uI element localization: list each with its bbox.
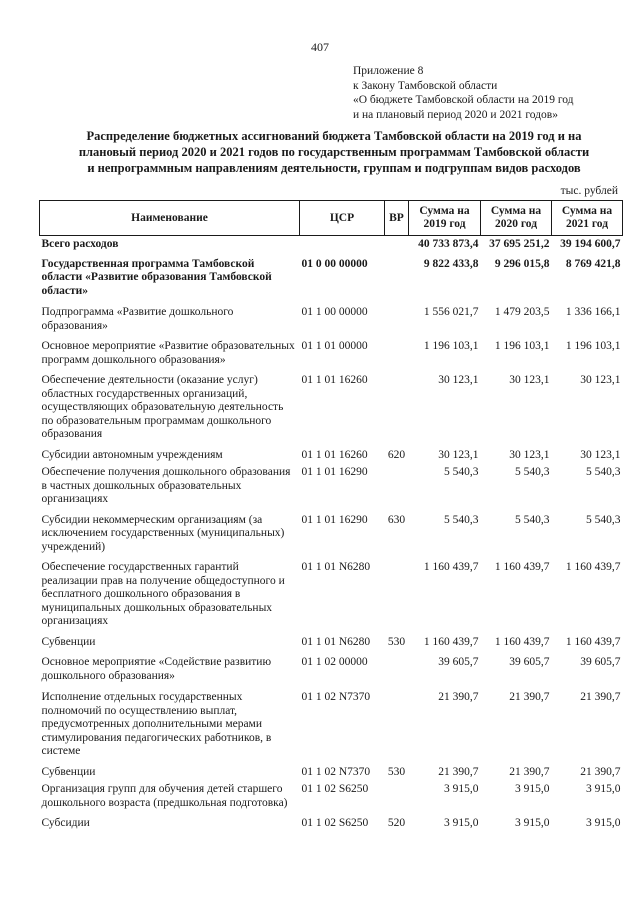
vr-cell: [385, 689, 409, 764]
table-row: [40, 559, 623, 634]
sum-2020-cell: 1 160 439,7: [494, 635, 550, 648]
sum-2021-cell: 1 160 439,7: [565, 635, 621, 648]
header-csr: ЦСР: [300, 201, 385, 236]
csr-cell: 01 1 00 00000: [301, 306, 368, 318]
sum-2019-cell: 5 540,3: [444, 466, 479, 478]
sum-2021-cell: 39 605,7: [580, 656, 621, 668]
table-row: [40, 815, 623, 834]
sum-2020-cell: 1 479 203,5: [494, 306, 550, 318]
vr-cell: [385, 304, 409, 338]
sum-2020-cell: 1 160 439,7: [494, 561, 550, 573]
header-sum-2021: [552, 201, 623, 236]
csr-cell: 01 1 02 N7370: [301, 765, 371, 778]
name-cell: Государственная программа Тамбовской области «Развитие образования Тамбовской области»: [41, 257, 272, 297]
csr-cell: 01 1 01 N6280: [301, 635, 371, 648]
sum-2020-cell: 5 540,3: [515, 466, 550, 478]
header-sum-2019: [409, 201, 481, 236]
page-number: 407: [311, 40, 329, 54]
vr-cell: 620: [387, 448, 406, 461]
vr-cell: [385, 464, 409, 512]
sum-2021-cell: 5 540,3: [586, 466, 621, 478]
sum-2019-cell: 5 540,3: [444, 513, 479, 526]
name-cell: Субвенции: [41, 635, 96, 648]
sum-2021-cell: 30 123,1: [580, 448, 621, 461]
name-cell: Субвенции: [41, 765, 96, 778]
header-vr: ВР: [385, 201, 409, 236]
vr-cell: 530: [387, 635, 406, 648]
title-line: и непрограммным направлениям деятельности, группам и подгруппам видов расходов: [87, 161, 581, 175]
header-sum-2020-line2: 2020 год: [494, 218, 538, 230]
name-cell: Основное мероприятие «Развитие образовательных программ дошкольного образования»: [41, 340, 295, 366]
header-sum-2020-line1: Сумма на: [490, 205, 542, 217]
table-header-row: [40, 201, 623, 236]
vr-cell: 530: [387, 765, 406, 778]
table-row: [40, 304, 623, 338]
csr-cell: 01 1 01 00000: [301, 340, 368, 352]
name-cell: Обеспечение получения дошкольного образования в частных дошкольных образовательных организациях: [41, 466, 291, 505]
sum-2019-cell: 21 390,7: [438, 765, 479, 778]
sum-2020-cell: 5 540,3: [515, 513, 550, 526]
name-cell: Обеспечение деятельности (оказание услуг) областных государственных организаций, осуществляющих образовательную деятельность по образовательным программам дошкольного образования: [41, 374, 284, 440]
sum-2019-cell: 3 915,0: [444, 783, 479, 795]
table-row: [40, 447, 623, 465]
header-sum-2019-line2: 2019 год: [423, 218, 466, 230]
csr-cell: [300, 236, 385, 256]
csr-cell: 01 1 02 N7370: [301, 691, 371, 703]
sum-2021-cell: 30 123,1: [580, 374, 621, 386]
table-row: [40, 781, 623, 815]
csr-cell: 01 1 01 16260: [301, 374, 368, 386]
vr-cell: [385, 372, 409, 447]
sum-2020-cell: 3 915,0: [515, 817, 550, 829]
appendix-line: «О бюджете Тамбовской области на 2019 год: [353, 94, 574, 106]
table-row: [40, 764, 623, 782]
table-row: [40, 372, 623, 447]
name-cell: Субсидии некоммерческим организациям (за исключением государственных (муниципальных) учреждений): [41, 513, 285, 553]
csr-cell: 01 1 02 S6250: [301, 817, 369, 829]
vr-cell: [385, 654, 409, 689]
name-cell: Субсидии автономным учреждениям: [41, 448, 223, 461]
vr-cell: [385, 256, 409, 305]
sum-2019-cell: 9 822 433,8: [423, 257, 479, 270]
vr-cell: [385, 559, 409, 634]
sum-2020-cell: 3 915,0: [515, 783, 550, 795]
sum-2019-cell: 1 160 439,7: [423, 635, 479, 648]
vr-cell: 520: [387, 817, 406, 829]
sum-2021-cell: 21 390,7: [580, 691, 621, 703]
table-row: [40, 689, 623, 764]
table-row: [40, 256, 623, 305]
sum-2021-cell: 3 915,0: [586, 783, 621, 795]
title-line: плановый период 2020 и 2021 годов по государственным программам Тамбовской области: [78, 145, 590, 159]
csr-cell: 01 0 00 00000: [301, 257, 368, 270]
sum-2019-cell: 3 915,0: [444, 817, 479, 829]
vr-cell: [385, 236, 409, 256]
sum-2019-cell: 1 196 103,1: [423, 340, 479, 352]
header-sum-2019-line1: Сумма на: [419, 205, 470, 217]
header-sum-2021-line1: Сумма на: [561, 205, 613, 217]
name-cell: Всего расходов: [41, 238, 119, 250]
sum-2019-cell: 40 733 873,4: [418, 238, 479, 250]
csr-cell: 01 1 01 16290: [301, 513, 368, 526]
sum-2020-cell: 1 196 103,1: [494, 340, 550, 352]
sum-2020-cell: 9 296 015,8: [494, 257, 550, 270]
vr-cell: 630: [387, 513, 406, 526]
name-cell: Исполнение отдельных государственных полномочий по осуществлению выплат, предусмотренных дополнительными мерами стимулирования педагогических работников, в системе: [41, 691, 272, 757]
name-cell: Организация групп для обучения детей старшего дошкольного возраста (предшкольная подготовка): [41, 783, 288, 809]
csr-cell: 01 1 02 00000: [301, 656, 368, 668]
sum-2019-cell: 21 390,7: [438, 691, 479, 703]
document-title: [40, 128, 628, 176]
budget-table: [39, 200, 623, 834]
sum-2021-cell: 21 390,7: [580, 765, 621, 778]
csr-cell: 01 1 01 16290: [301, 466, 368, 478]
table-row: [40, 338, 623, 372]
sum-2021-cell: 8 769 421,8: [565, 257, 621, 270]
appendix-line: Приложение 8: [353, 65, 424, 77]
appendix-line: к Закону Тамбовской области: [353, 79, 498, 92]
table-row: [40, 654, 623, 689]
table-row: [40, 634, 623, 655]
header-name: Наименование: [40, 201, 300, 236]
sum-2019-cell: 1 160 439,7: [423, 561, 479, 573]
name-cell: Обеспечение государственных гарантий реализации прав на получение общедоступного и бесплатного дошкольного образования в муниципальных дошкольных образовательных организациях: [41, 561, 285, 627]
sum-2020-cell: 30 123,1: [509, 374, 550, 386]
name-cell: Подпрограмма «Развитие дошкольного образования»: [41, 306, 234, 332]
vr-cell: [385, 781, 409, 815]
csr-cell: 01 1 01 16260: [301, 448, 368, 461]
sum-2021-cell: 1 336 166,1: [565, 306, 621, 318]
sum-2021-cell: 3 915,0: [586, 817, 621, 829]
header-sum-2021-line2: 2021 год: [565, 218, 609, 230]
table-row: [40, 464, 623, 512]
title-line: Распределение бюджетных ассигнований бюджета Тамбовской области на 2019 год и на: [86, 129, 582, 143]
csr-cell: 01 1 02 S6250: [301, 783, 369, 795]
table-row: [40, 236, 623, 256]
csr-cell: 01 1 01 N6280: [301, 561, 371, 573]
sum-2021-cell: 1 196 103,1: [565, 340, 621, 352]
vr-cell: [385, 338, 409, 372]
name-cell: Основное мероприятие «Содействие развитию дошкольного образования»: [41, 656, 272, 682]
appendix-reference: [353, 64, 574, 122]
table-body: [40, 236, 623, 834]
sum-2021-cell: 39 194 600,7: [560, 238, 621, 250]
sum-2019-cell: 30 123,1: [438, 448, 479, 461]
sum-2019-cell: 1 556 021,7: [423, 306, 479, 318]
sum-2020-cell: 21 390,7: [509, 765, 550, 778]
table-row: [40, 512, 623, 560]
sum-2020-cell: 30 123,1: [509, 448, 550, 461]
sum-2019-cell: 39 605,7: [438, 656, 479, 668]
sum-2020-cell: 39 605,7: [509, 656, 550, 668]
appendix-line: и на плановый период 2020 и 2021 годов»: [353, 108, 558, 121]
sum-2021-cell: 1 160 439,7: [565, 561, 621, 573]
sum-2020-cell: 21 390,7: [509, 691, 550, 703]
sum-2020-cell: 37 695 251,2: [489, 238, 550, 250]
name-cell: Субсидии: [41, 817, 90, 829]
units-label: тыс. рублей: [560, 185, 618, 197]
sum-2021-cell: 5 540,3: [586, 513, 621, 526]
header-sum-2020: [481, 201, 552, 236]
sum-2019-cell: 30 123,1: [438, 374, 479, 386]
